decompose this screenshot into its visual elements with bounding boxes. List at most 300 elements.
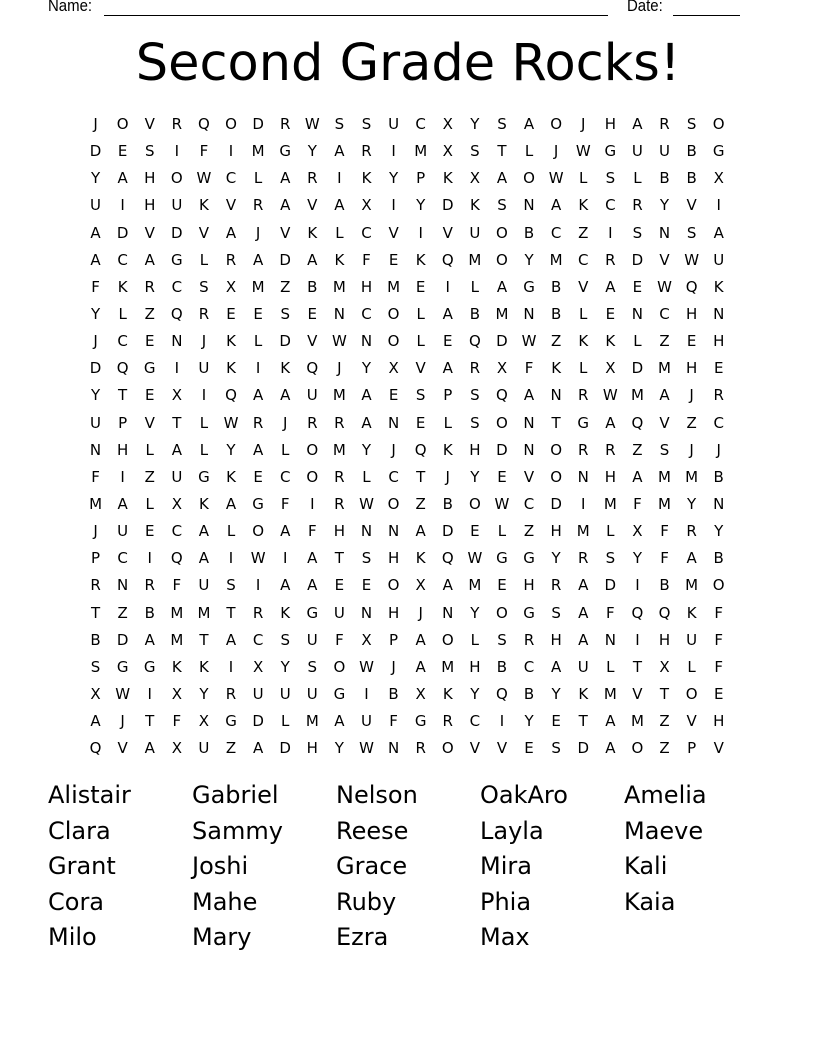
grid-letter[interactable]: R [334,467,345,486]
grid-letter[interactable]: X [388,359,399,378]
grid-letter[interactable]: G [712,142,725,161]
grid-letter[interactable]: I [310,494,315,513]
grid-letter[interactable]: K [226,332,236,351]
grid-letter[interactable]: Q [306,359,319,378]
grid-letter[interactable]: N [658,223,671,242]
grid-letter[interactable]: N [523,304,535,323]
grid-letter[interactable]: G [171,250,183,269]
grid-letter[interactable]: U [659,142,670,161]
grid-letter[interactable]: Z [632,440,643,459]
grid-letter[interactable]: M [685,576,699,595]
grid-letter[interactable]: C [550,223,562,242]
grid-letter[interactable]: T [551,413,561,432]
grid-letter[interactable]: A [713,223,724,242]
grid-letter[interactable]: C [577,250,589,269]
grid-letter[interactable]: F [199,142,209,161]
grid-letter[interactable]: F [660,522,669,541]
grid-letter[interactable]: H [387,603,400,622]
grid-letter[interactable]: D [441,196,454,215]
grid-letter[interactable]: A [225,630,237,649]
grid-letter[interactable]: L [362,467,371,486]
grid-letter[interactable]: X [361,630,372,649]
grid-letter[interactable]: M [332,440,346,459]
grid-letter[interactable]: A [334,196,345,215]
grid-letter[interactable]: X [496,359,508,378]
grid-letter[interactable]: C [523,657,535,676]
grid-letter[interactable]: A [171,440,182,459]
grid-letter[interactable]: M [170,630,184,649]
grid-letter[interactable]: O [387,494,400,513]
grid-letter[interactable]: L [416,332,425,351]
grid-letter[interactable]: V [198,223,210,242]
grid-letter[interactable]: K [117,277,128,296]
grid-letter[interactable]: I [608,223,613,242]
grid-letter[interactable]: A [632,467,643,486]
grid-letter[interactable]: M [387,277,401,296]
grid-letter[interactable]: A [117,494,128,513]
grid-letter[interactable]: H [713,712,725,731]
grid-letter[interactable]: F [362,250,371,269]
grid-letter[interactable]: X [171,494,182,513]
grid-letter[interactable]: H [360,277,373,296]
grid-letter[interactable]: Y [90,169,101,188]
grid-letter[interactable]: A [686,549,697,568]
grid-letter[interactable]: A [442,576,453,595]
grid-letter[interactable]: D [441,522,454,541]
grid-letter[interactable]: C [713,413,724,432]
grid-letter[interactable]: M [603,684,617,703]
grid-letter[interactable]: S [686,223,697,242]
grid-letter[interactable]: A [307,549,318,568]
grid-letter[interactable]: W [575,142,591,161]
grid-letter[interactable]: S [470,386,480,405]
grid-letter[interactable]: D [279,250,291,269]
grid-letter[interactable]: S [470,413,480,432]
grid-letter[interactable]: Q [89,739,102,758]
grid-letter[interactable]: Y [361,440,372,459]
grid-letter[interactable]: M [441,657,455,676]
grid-letter[interactable]: R [225,684,237,703]
grid-letter[interactable]: L [416,304,425,323]
grid-letter[interactable]: M [495,304,509,323]
grid-letter[interactable]: L [497,522,507,541]
grid-letter[interactable]: C [171,522,183,541]
grid-letter[interactable]: U [306,386,318,405]
grid-letter[interactable]: F [714,603,724,622]
grid-letter[interactable]: A [605,413,616,432]
grid-letter[interactable]: H [144,169,156,188]
grid-letter[interactable]: C [523,494,535,513]
grid-letter[interactable]: B [90,630,101,649]
grid-letter[interactable]: C [388,467,399,486]
grid-letter[interactable]: F [91,467,100,486]
grid-letter[interactable]: Q [658,603,671,622]
grid-letter[interactable]: C [361,304,372,323]
grid-letter[interactable]: R [171,115,183,133]
grid-letter[interactable]: G [604,142,617,161]
grid-letter[interactable]: B [686,169,697,188]
grid-letter[interactable]: M [332,386,346,405]
grid-letter[interactable]: O [116,115,129,133]
grid-letter[interactable]: T [578,712,588,731]
grid-letter[interactable]: Q [441,250,454,269]
grid-letter[interactable]: E [388,386,399,405]
grid-letter[interactable]: D [252,712,264,731]
grid-letter[interactable]: S [144,142,155,161]
grid-letter[interactable]: Y [714,522,724,541]
grid-letter[interactable]: G [523,603,535,622]
grid-letter[interactable]: U [90,413,102,432]
grid-letter[interactable]: C [225,169,237,188]
grid-letter[interactable]: X [713,169,724,188]
grid-letter[interactable]: K [442,440,453,459]
grid-letter[interactable]: O [496,603,508,622]
grid-letter[interactable]: A [280,196,291,215]
grid-letter[interactable]: K [226,359,236,378]
grid-letter[interactable]: T [90,603,101,622]
grid-letter[interactable]: L [443,413,452,432]
grid-letter[interactable]: I [499,712,505,731]
grid-letter[interactable]: Z [415,494,426,513]
grid-letter[interactable]: L [226,522,236,541]
grid-letter[interactable]: O [170,169,183,188]
grid-letter[interactable]: A [252,440,264,459]
grid-letter[interactable]: S [605,549,616,568]
grid-letter[interactable]: Q [441,549,454,568]
grid-letter[interactable]: Y [470,684,480,703]
grid-letter[interactable]: F [633,494,642,513]
grid-letter[interactable]: E [605,304,616,323]
grid-letter[interactable]: F [172,576,182,595]
grid-letter[interactable]: T [632,657,642,676]
grid-letter[interactable]: T [226,603,236,622]
grid-letter[interactable]: F [307,522,317,541]
grid-letter[interactable]: O [252,522,265,541]
grid-letter[interactable]: L [335,223,344,242]
grid-letter[interactable]: B [388,684,399,703]
grid-letter[interactable]: A [334,142,345,161]
grid-letter[interactable]: V [307,196,318,215]
grid-letter[interactable]: U [333,603,345,622]
grid-letter[interactable]: K [415,549,426,568]
grid-letter[interactable]: G [333,684,346,703]
grid-letter[interactable]: B [523,223,535,242]
grid-letter[interactable]: C [605,196,616,215]
grid-letter[interactable]: M [603,494,617,513]
grid-letter[interactable]: H [387,549,400,568]
grid-letter[interactable]: W [250,549,266,568]
grid-letter[interactable]: Y [226,440,236,459]
grid-letter[interactable]: L [199,440,209,459]
grid-letter[interactable]: P [118,413,128,432]
grid-letter[interactable]: R [686,522,697,541]
grid-letter[interactable]: V [307,332,318,351]
grid-letter[interactable]: M [658,467,671,486]
grid-letter[interactable]: C [117,549,128,568]
grid-letter[interactable]: A [632,115,643,133]
grid-letter[interactable]: J [93,522,98,541]
grid-letter[interactable]: N [333,304,345,323]
grid-letter[interactable]: A [198,522,210,541]
grid-letter[interactable]: A [144,250,155,269]
grid-letter[interactable]: E [551,712,561,731]
grid-letter[interactable]: R [442,712,453,731]
grid-letter[interactable]: I [228,142,234,161]
grid-letter[interactable]: D [89,359,102,378]
grid-letter[interactable]: A [578,603,589,622]
grid-letter[interactable]: S [686,115,697,133]
grid-letter[interactable]: W [115,684,131,703]
grid-letter[interactable]: R [307,413,318,432]
grid-letter[interactable]: R [144,277,155,296]
grid-letter[interactable]: S [361,115,372,133]
grid-letter[interactable]: I [120,467,125,486]
grid-letter[interactable]: W [359,494,374,513]
grid-letter[interactable]: A [144,739,155,758]
grid-letter[interactable]: W [223,413,239,432]
grid-letter[interactable]: L [470,277,480,296]
grid-letter[interactable]: W [657,277,672,296]
grid-letter[interactable]: J [689,440,694,459]
grid-letter[interactable]: B [713,467,724,486]
grid-letter[interactable]: K [171,657,182,676]
grid-letter[interactable]: V [686,196,697,215]
grid-letter[interactable]: A [496,277,508,296]
grid-letter[interactable]: O [468,494,481,513]
grid-letter[interactable]: U [469,223,481,242]
grid-letter[interactable]: D [631,250,644,269]
grid-letter[interactable]: V [659,250,670,269]
grid-letter[interactable]: A [578,576,589,595]
grid-letter[interactable]: D [279,739,291,758]
grid-letter[interactable]: L [253,332,263,351]
grid-letter[interactable]: O [631,739,644,758]
grid-letter[interactable]: B [659,169,670,188]
grid-letter[interactable]: C [469,712,481,731]
grid-letter[interactable]: Z [659,739,670,758]
grid-letter[interactable]: S [415,386,426,405]
grid-letter[interactable]: K [578,332,589,351]
grid-letter[interactable]: O [496,413,508,432]
grid-letter[interactable]: D [252,115,264,133]
grid-letter[interactable]: F [280,494,290,513]
grid-letter[interactable]: J [553,142,559,161]
grid-letter[interactable]: L [253,169,263,188]
grid-letter[interactable]: Q [685,277,698,296]
grid-letter[interactable]: E [415,277,426,296]
grid-letter[interactable]: S [226,576,236,595]
grid-letter[interactable]: G [143,657,156,676]
grid-letter[interactable]: J [255,223,261,242]
grid-letter[interactable]: I [581,494,586,513]
grid-letter[interactable]: R [90,576,101,595]
grid-letter[interactable]: M [630,712,644,731]
grid-letter[interactable]: K [307,223,318,242]
grid-letter[interactable]: L [633,169,642,188]
grid-letter[interactable]: O [387,576,400,595]
grid-letter[interactable]: N [442,603,454,622]
grid-letter[interactable]: A [90,223,101,242]
grid-letter[interactable]: D [171,223,183,242]
grid-letter[interactable]: N [387,522,400,541]
grid-letter[interactable]: J [93,115,98,133]
grid-letter[interactable]: L [145,494,154,513]
grid-letter[interactable]: A [551,196,562,215]
grid-letter[interactable]: V [144,223,155,242]
grid-letter[interactable]: Y [90,304,101,323]
grid-letter[interactable]: F [524,359,534,378]
grid-letter[interactable]: Q [468,332,481,351]
grid-letter[interactable]: Q [414,440,427,459]
grid-letter[interactable]: O [550,440,563,459]
grid-letter[interactable]: D [496,332,508,351]
grid-letter[interactable]: M [197,603,211,622]
grid-letter[interactable]: G [225,712,237,731]
grid-letter[interactable]: E [253,467,263,486]
grid-letter[interactable]: O [550,467,563,486]
grid-letter[interactable]: U [117,522,129,541]
grid-letter[interactable]: M [630,386,644,405]
grid-letter[interactable]: H [306,739,318,758]
grid-letter[interactable]: R [578,440,589,459]
grid-letter[interactable]: K [442,169,453,188]
grid-letter[interactable]: U [713,250,725,269]
grid-letter[interactable]: R [578,386,589,405]
grid-letter[interactable]: L [633,332,642,351]
grid-letter[interactable]: V [686,712,697,731]
grid-letter[interactable]: T [172,413,182,432]
grid-letter[interactable]: G [116,657,129,676]
grid-letter[interactable]: C [279,467,291,486]
grid-letter[interactable]: K [605,332,616,351]
grid-letter[interactable]: C [117,250,128,269]
grid-letter[interactable]: Q [225,386,237,405]
grid-letter[interactable]: I [418,223,423,242]
grid-letter[interactable]: U [198,739,210,758]
grid-letter[interactable]: E [713,684,724,703]
grid-letter[interactable]: S [361,549,372,568]
grid-letter[interactable]: N [577,467,589,486]
grid-letter[interactable]: F [714,657,724,676]
grid-letter[interactable]: I [147,684,152,703]
grid-letter[interactable]: J [201,332,207,351]
grid-letter[interactable]: J [445,467,450,486]
grid-letter[interactable]: L [524,142,534,161]
grid-letter[interactable]: Q [631,413,644,432]
grid-letter[interactable]: I [445,277,450,296]
grid-letter[interactable]: Z [659,332,670,351]
grid-letter[interactable]: E [497,467,507,486]
grid-letter[interactable]: L [606,657,615,676]
grid-letter[interactable]: M [576,522,590,541]
grid-letter[interactable]: Y [551,684,561,703]
grid-letter[interactable]: E [686,332,697,351]
grid-letter[interactable]: Z [144,304,155,323]
grid-letter[interactable]: Y [551,549,561,568]
grid-letter[interactable]: E [144,332,155,351]
grid-letter[interactable]: M [468,250,482,269]
grid-letter[interactable]: R [334,413,345,432]
grid-letter[interactable]: T [118,386,128,405]
grid-letter[interactable]: Q [116,359,129,378]
grid-letter[interactable]: A [307,576,318,595]
grid-letter[interactable]: W [494,494,510,513]
grid-letter[interactable]: V [659,413,670,432]
grid-letter[interactable]: G [252,494,264,513]
grid-letter[interactable]: W [467,549,483,568]
grid-letter[interactable]: Y [307,142,317,161]
grid-letter[interactable]: Y [687,494,697,513]
grid-letter[interactable]: J [120,712,125,731]
grid-letter[interactable]: H [550,522,562,541]
grid-letter[interactable]: C [117,332,128,351]
grid-letter[interactable]: A [280,576,291,595]
grid-letter[interactable]: V [713,739,724,758]
grid-letter[interactable]: R [279,115,291,133]
grid-letter[interactable]: R [198,304,210,323]
grid-letter[interactable]: E [524,739,534,758]
grid-letter[interactable]: K [578,684,589,703]
grid-letter[interactable]: S [470,142,480,161]
grid-letter[interactable]: H [658,630,671,649]
grid-letter[interactable]: I [120,196,125,215]
grid-letter[interactable]: R [713,386,724,405]
grid-letter[interactable]: O [225,115,237,133]
grid-letter[interactable]: N [117,576,129,595]
grid-letter[interactable]: L [281,712,290,731]
grid-letter[interactable]: X [442,142,453,161]
grid-letter[interactable]: S [90,657,101,676]
grid-letter[interactable]: P [389,630,399,649]
grid-letter[interactable]: I [147,549,152,568]
grid-letter[interactable]: V [144,413,155,432]
grid-letter[interactable]: E [253,304,263,323]
grid-letter[interactable]: E [415,413,426,432]
grid-letter[interactable]: M [305,712,319,731]
grid-letter[interactable]: E [144,386,155,405]
grid-letter[interactable]: Y [90,386,101,405]
grid-letter[interactable]: F [660,549,669,568]
grid-letter[interactable]: V [415,359,426,378]
grid-letter[interactable]: H [469,440,481,459]
grid-letter[interactable]: U [252,684,264,703]
grid-letter[interactable]: D [89,142,102,161]
grid-letter[interactable]: I [255,576,261,595]
grid-letter[interactable]: W [684,250,700,269]
grid-letter[interactable]: S [605,169,616,188]
grid-letter[interactable]: K [713,277,724,296]
grid-letter[interactable]: N [523,440,535,459]
grid-letter[interactable]: N [604,630,616,649]
grid-letter[interactable]: B [523,684,535,703]
grid-letter[interactable]: D [279,332,291,351]
grid-letter[interactable]: W [359,739,374,758]
grid-letter[interactable]: E [334,576,345,595]
grid-letter[interactable]: Q [631,603,644,622]
grid-letter[interactable]: T [416,467,426,486]
grid-letter[interactable]: L [606,522,615,541]
grid-letter[interactable]: A [605,739,616,758]
grid-letter[interactable]: A [252,250,264,269]
grid-letter[interactable]: C [415,115,426,133]
grid-letter[interactable]: W [359,657,374,676]
grid-letter[interactable]: E [307,304,318,323]
grid-letter[interactable]: B [144,603,155,622]
grid-letter[interactable]: X [198,712,210,731]
grid-letter[interactable]: Z [280,277,291,296]
grid-letter[interactable]: G [143,359,156,378]
grid-letter[interactable]: H [117,440,129,459]
